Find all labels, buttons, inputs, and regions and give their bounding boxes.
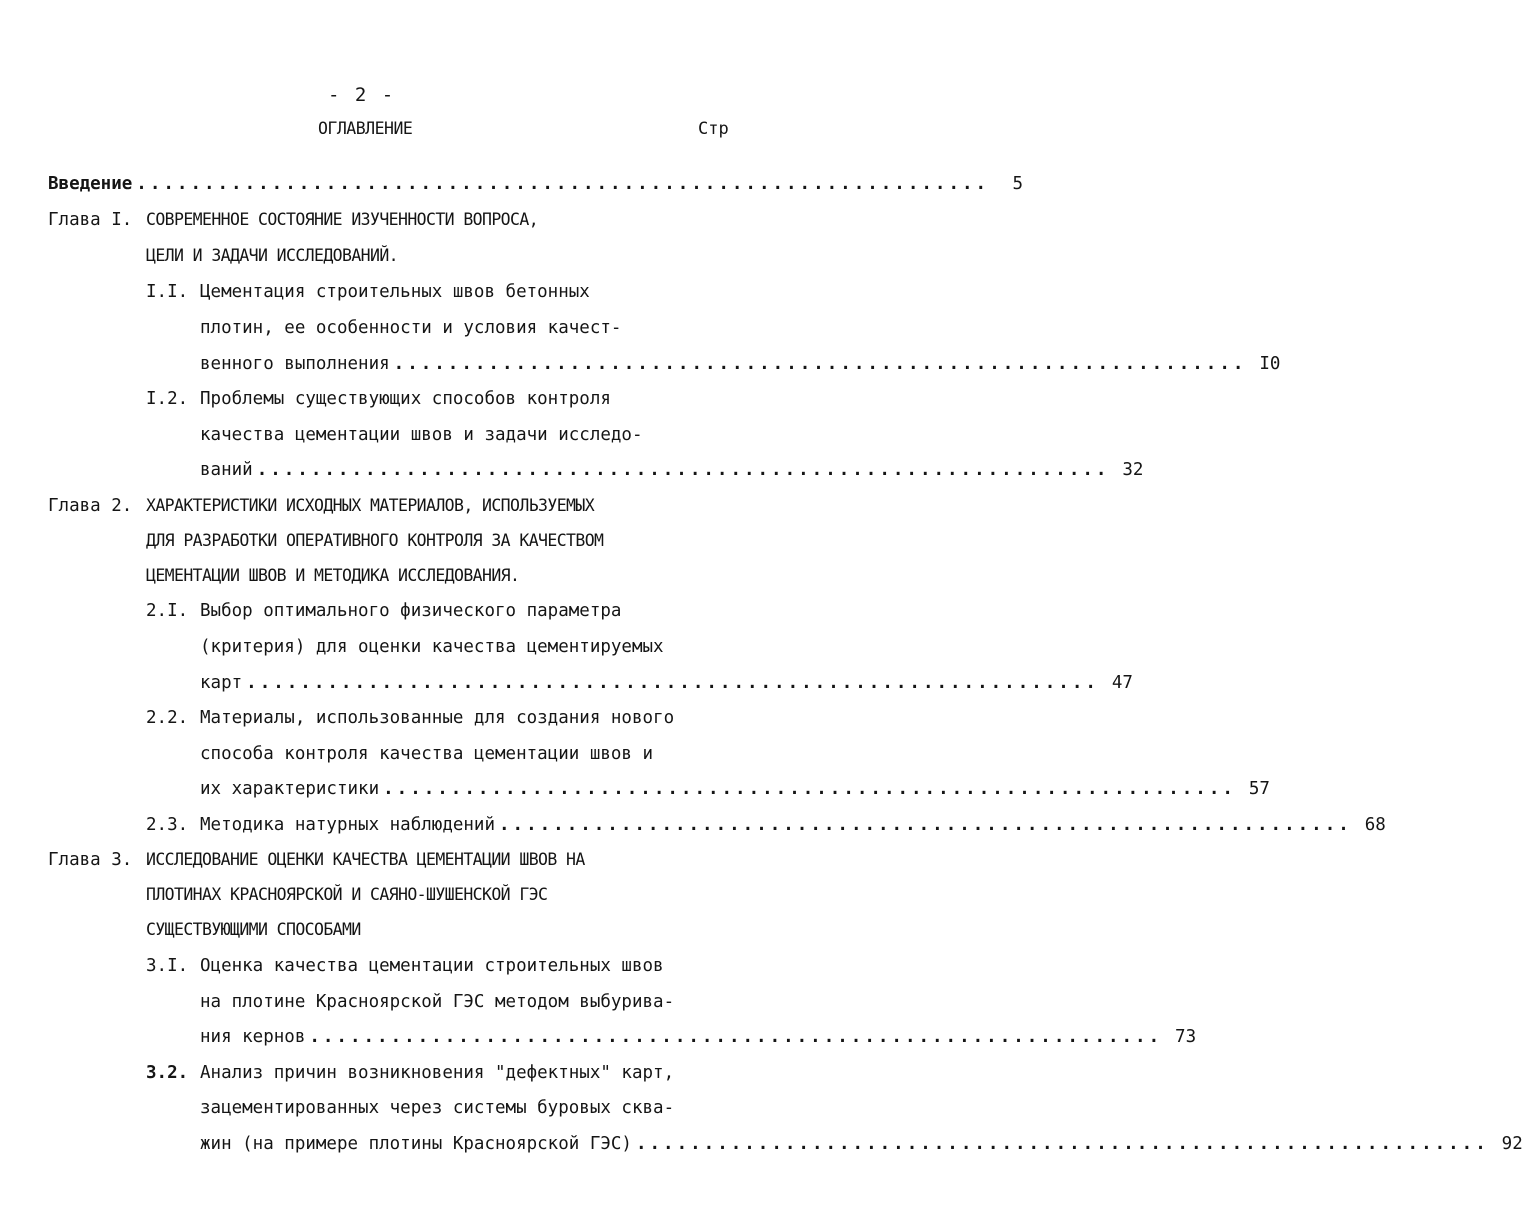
toc-leader-dots: ............................................................... xyxy=(246,673,1099,693)
toc-leader-dots: ............................................................... xyxy=(635,1134,1489,1154)
toc-chapter-3-line-2: ПЛОТИНАХ КРАСНОЯРСКОЙ И САЯНО-ШУШЕНСКОЙ ГЭС xyxy=(146,885,548,904)
toc-leader-dots: ............................................................... xyxy=(136,174,990,194)
toc-section-3-2-label: 3.2. xyxy=(146,1063,189,1083)
toc-page-number: 68 xyxy=(1364,815,1386,835)
toc-chapter-2-line-1: ХАРАКТЕРИСТИКИ ИСХОДНЫХ МАТЕРИАЛОВ, ИСПОЛЬЗУЕМЫХ xyxy=(146,496,595,515)
toc-chapter-1-line-2: ЦЕЛИ И ЗАДАЧИ ИССЛЕДОВАНИЙ. xyxy=(146,246,399,265)
toc-chapter-2-line-3: ЦЕМЕНТАЦИИ ШВОВ И МЕТОДИКА ИССЛЕДОВАНИЯ. xyxy=(146,566,520,585)
toc-section-3-2-line-3: жин (на примере плотины Красноярской ГЭС) ............................................................... 92 xyxy=(200,1126,738,1162)
toc-section-2-1-line-2: (критерия) для оценки качества цементируемых xyxy=(200,637,664,657)
page-number: - 2 - xyxy=(328,84,396,106)
toc-chapter-1-label-line xyxy=(48,202,132,238)
toc-chapter-1-line-1: СОВРЕМЕННОЕ СОСТОЯНИЕ ИЗУЧЕННОСТИ ВОПРОСА, xyxy=(146,210,539,229)
toc-leader-dots: ............................................................... xyxy=(256,460,1110,480)
toc-leader-dots: ............................................................... xyxy=(309,1027,1163,1047)
toc-section-2-2-line-2: способа контроля качества цементации швов и xyxy=(200,744,654,764)
toc-chapter-3-line-1: ИССЛЕДОВАНИЕ ОЦЕНКИ КАЧЕСТВА ЦЕМЕНТАЦИИ ШВОВ НА xyxy=(146,850,585,869)
toc-section-1-1-label: I.I. xyxy=(146,282,189,302)
toc-section-1-1-line-3: венного выполнения ............................................................... I0 xyxy=(200,346,738,382)
toc-section-1-2-label: I.2. xyxy=(146,389,189,409)
toc-page-number: 32 xyxy=(1122,460,1144,480)
toc-section-2-2-line-1: Материалы, использованные для создания нового xyxy=(200,708,675,728)
toc-section-2-1-line-3: карт ............................................................... 47 xyxy=(200,665,738,701)
toc-section-3-2-line-1: Анализ причин возникновения "дефектных" карт, xyxy=(200,1063,675,1083)
toc-section-2-1-line-1: Выбор оптимального физического параметра xyxy=(200,601,622,621)
toc-section-1-1-line-2: плотин, ее особенности и условия качест- xyxy=(200,318,622,338)
toc-section-3-1-label: 3.I. xyxy=(146,956,189,976)
toc-chapter-label: Глава I. xyxy=(48,210,133,230)
toc-chapter-3-line-3: СУЩЕСТВУЮЩИМИ СПОСОБАМИ xyxy=(146,920,361,939)
toc-leader-dots: ............................................................... xyxy=(383,779,1236,799)
toc-section-1-2-line-3: ваний ............................................................... 32 xyxy=(200,452,738,488)
toc-chapter-label: Глава 3. xyxy=(48,850,133,870)
page-column-label: Стр xyxy=(698,119,729,139)
toc-chapter-2-label-line xyxy=(48,488,132,524)
toc-leader-dots: ............................................................... xyxy=(499,815,1352,835)
toc-section-3-2-line-2: зацементированных через системы буровых сква- xyxy=(200,1098,675,1118)
toc-section-2-3-line-1: Методика натурных наблюдений ............................................................... 68 xyxy=(200,807,738,843)
toc-section-1-2-line-2: качества цементации швов и задачи исследо- xyxy=(200,425,643,445)
toc-section-3-1-line-1: Оценка качества цементации строительных швов xyxy=(200,956,664,976)
toc-section-2-1-label: 2.I. xyxy=(146,601,189,621)
toc-page-number: 47 xyxy=(1111,673,1133,693)
toc-entry-label: Введение xyxy=(48,174,133,194)
toc-page-number: 5 xyxy=(1012,174,1024,194)
toc-page-number: 92 xyxy=(1501,1134,1523,1154)
toc-chapter-label: Глава 2. xyxy=(48,496,133,516)
toc-chapter-3-label-line xyxy=(48,842,132,878)
toc-section-2-2-line-3: их характеристики ............................................................... 57 xyxy=(200,771,738,807)
toc-section-1-1-line-1: Цементация строительных швов бетонных xyxy=(200,282,590,302)
toc-leader-dots: ............................................................... xyxy=(393,354,1247,374)
toc-title: ОГЛАВЛЕНИЕ xyxy=(318,119,413,138)
toc-section-2-3-label: 2.3. xyxy=(146,815,189,835)
toc-page-number: 57 xyxy=(1248,779,1270,799)
toc-section-1-2-line-1: Проблемы существующих способов контроля xyxy=(200,389,611,409)
toc-entry-introduction xyxy=(48,166,1024,202)
toc-page-number: 73 xyxy=(1175,1027,1197,1047)
toc-page-number: I0 xyxy=(1259,354,1281,374)
toc-section-2-2-label: 2.2. xyxy=(146,708,189,728)
toc-section-3-1-line-2: на плотине Красноярской ГЭС методом выбурива- xyxy=(200,992,675,1012)
toc-section-3-1-line-3: ния кернов ............................................................... 73 xyxy=(200,1019,738,1055)
toc-chapter-2-line-2: ДЛЯ РАЗРАБОТКИ ОПЕРАТИВНОГО КОНТРОЛЯ ЗА КАЧЕСТВОМ xyxy=(146,531,604,550)
